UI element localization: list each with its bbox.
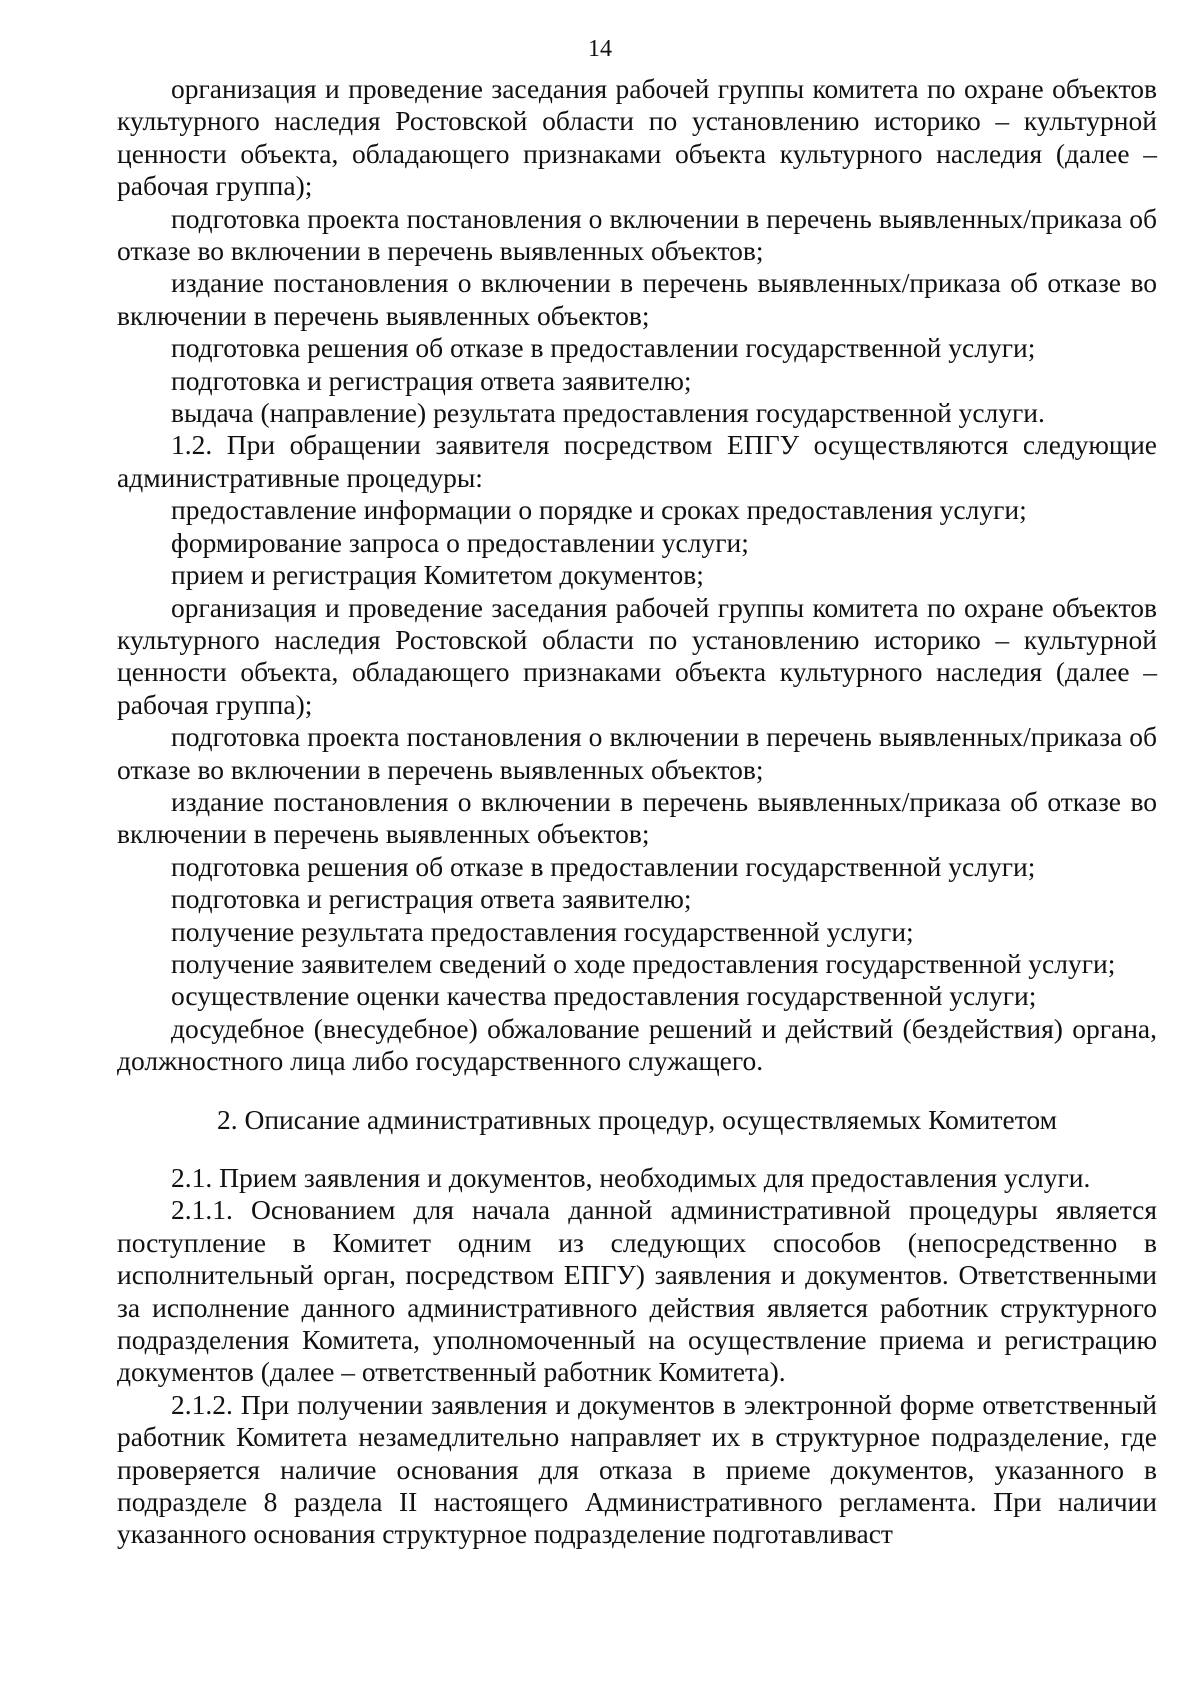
paragraph: издание постановления о включении в перечень выявленных/приказа об отказе во включении в перечень выявленных объектов; [117, 267, 1157, 331]
paragraph: организация и проведение заседания рабочей группы комитета по охране объектов культурного наследия Ростовской области по установлению историко – культурной ценности объекта, обладающего признаками объекта культурного наследия (далее – рабочая группа); [117, 591, 1157, 720]
paragraph: формирование запроса о предоставлении услуги; [171, 526, 749, 558]
paragraph: подготовка и регистрация ответа заявителю; [171, 364, 692, 396]
paragraph: досудебное (внесудебное) обжалование решений и действий (бездействия) органа, должностного лица либо государственного служащего. [117, 1012, 1157, 1077]
page-number: 14 [588, 36, 612, 62]
paragraph: 2.1.1. Основанием для начала данной административной процедуры является поступление в Комитет одним из следующих способов (непосредственно в исполнительный орган, посредством ЕПГУ) заявления и документов. Ответственными за исполнение данного административного действия является работник структурного подразделения Комитета, уполномоченный на осуществление приема и регистрацию документов (далее – ответственный работник Комитета). [117, 1194, 1157, 1388]
paragraph: предоставление информации о порядке и сроках предоставления услуги; [171, 494, 1027, 526]
paragraph: подготовка решения об отказе в предоставлении государственной услуги; [171, 850, 1036, 882]
paragraph: издание постановления о включении в перечень выявленных/приказа об отказе во включении в перечень выявленных объектов; [117, 785, 1157, 850]
paragraph: подготовка и регистрация ответа заявителю; [171, 883, 692, 915]
paragraph: 2.1.2. При получении заявления и документов в электронной форме ответственный работник Комитета незамедлительно направляет их в структурное подразделение, где проверяется наличие основания для отказа в приеме документов, указанного в подразделе 8 раздела II настоящего Административного регламента. При наличии указанного основания структурное подразделение подготавливаст [117, 1388, 1157, 1550]
paragraph: подготовка проекта постановления о включении в перечень выявленных/приказа об отказе во включении в перечень выявленных объектов; [117, 202, 1157, 267]
paragraph: осуществление оценки качества предоставления государственной услуги; [171, 980, 1037, 1012]
paragraph: организация и проведение заседания рабочей группы комитета по охране объектов культурного наследия Ростовской области по установлению историко – культурной ценности объекта, обладающего признаками объекта культурного наследия (далее – рабочая группа); [117, 73, 1157, 202]
paragraph: подготовка решения об отказе в предоставлении государственной услуги; [171, 332, 1036, 364]
paragraph: выдача (направление) результата предоставления государственной услуги. [171, 397, 1045, 429]
section-heading: 2. Описание административных процедур, осуществляемых Комитетом [216, 1103, 1057, 1135]
paragraph: 1.2. При обращении заявителя посредством ЕПГУ осуществляются следующие административные процедуры: [117, 429, 1157, 493]
paragraph: получение результата предоставления государственной услуги; [171, 915, 914, 947]
paragraph: получение заявителем сведений о ходе предоставления государственной услуги; [171, 947, 1116, 979]
document-body [117, 73, 1157, 1551]
paragraph: подготовка проекта постановления о включении в перечень выявленных/приказа об отказе во включении в перечень выявленных объектов; [117, 721, 1157, 785]
paragraph: прием и регистрация Комитетом документов; [171, 559, 704, 591]
paragraph: 2.1. Прием заявления и документов, необходимых для предоставления услуги. [171, 1162, 1091, 1193]
